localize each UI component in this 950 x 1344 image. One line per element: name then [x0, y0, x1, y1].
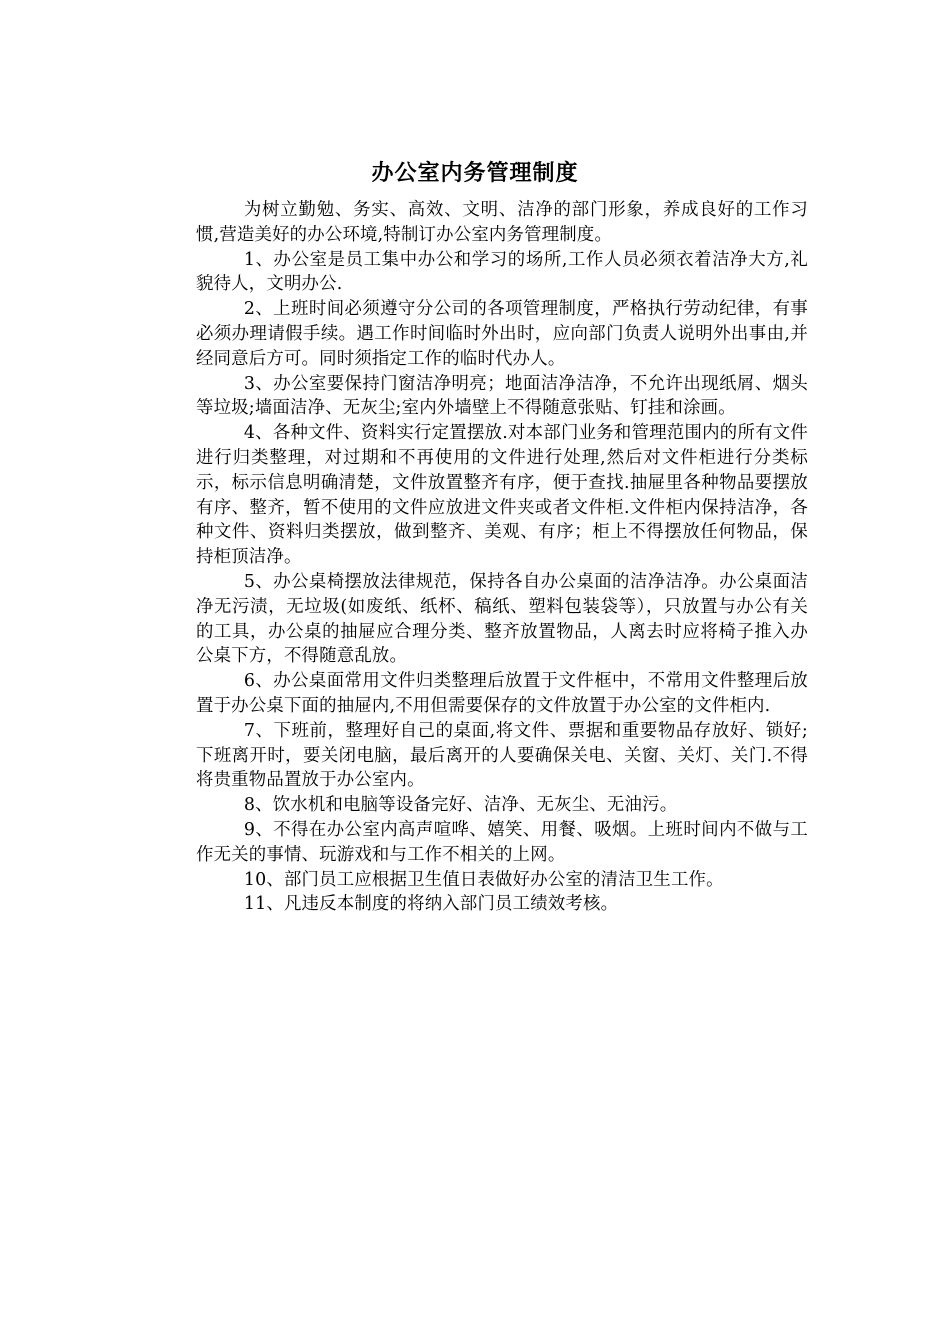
rule-item-8: 8、饮水机和电脑等设备完好、洁净、无灰尘、无油污。: [243, 795, 678, 816]
document-body: [196, 198, 808, 917]
rule-item-9: 9、不得在办公室内高声喧哗、嬉笑、用餐、吸烟。上班时间内不做与工作无关的事情、玩游戏和与工作不相关的上网。: [196, 819, 808, 865]
rule-item-7: 7、下班前，整理好自己的桌面,将文件、票据和重要物品存放好、锁好;下班离开时，要关闭电脑，最后离开的人要确保关电、关窗、关灯、关门.不得将贵重物品置放于办公室内。: [196, 720, 808, 791]
rule-item-3: 3、办公室要保持门窗洁净明亮；地面洁净洁净，不允许出现纸屑、烟头等垃圾;墙面洁净、无灰尘;室内外墙壁上不得随意张贴、钉挂和涂画。: [196, 373, 808, 419]
rule-item-2: 2、上班时间必须遵守分公司的各项管理制度，严格执行劳动纪律，有事必须办理请假手续。遇工作时间临时外出时，应向部门负责人说明外出事由,并经同意后方可。同时须指定工作的临时代办人。: [196, 299, 808, 369]
rule-item-5: 5、办公桌椅摆放法律规范，保持各自办公桌面的洁净洁净。办公桌面洁净无污渍，无垃圾(如废纸、纸杯、稿纸、塑料包装袋等），只放置与办公有关的工具，办公桌的抽屉应合理分类、整齐放置物品，人离去时应将椅子推入办公桌下方，不得随意乱放。: [196, 571, 808, 667]
rule-item-4: 4、各种文件、资料实行定置摆放.对本部门业务和管理范围内的所有文件进行归类整理，对过期和不再使用的文件进行处理,然后对文件柜进行分类标示，标示信息明确清楚，文件放置整齐有序，便于查找.抽屉里各种物品要摆放有序、整齐，暂不使用的文件应放进文件夹或者文件柜.文件柜内保持洁净，各种文件、资料归类摆放，做到整齐、美观、有序；柜上不得摆放任何物品，保持柜顶洁净。: [196, 423, 808, 568]
rule-item-11: 11、凡违反本制度的将纳入部门员工绩效考核。: [243, 894, 619, 915]
rule-item-10: 10、部门员工应根据卫生值日表做好办公室的清洁卫生工作。: [243, 869, 724, 890]
rule-item-6: 6、办公桌面常用文件归类整理后放置于文件框中，不常用文件整理后放置于办公桌下面的抽屉内,不用但需要保存的文件放置于办公室的文件柜内.: [196, 671, 808, 716]
document-title: 办公室内务管理制度: [371, 161, 579, 186]
rule-item-1: 1、办公室是员工集中办公和学习的场所,工作人员必须衣着洁净大方,礼貌待人，文明办公.: [196, 249, 808, 295]
intro-paragraph: 为树立勤勉、务实、高效、文明、洁净的部门形象，养成良好的工作习惯,营造美好的办公环境,特制订办公室内务管理制度。: [196, 200, 808, 245]
